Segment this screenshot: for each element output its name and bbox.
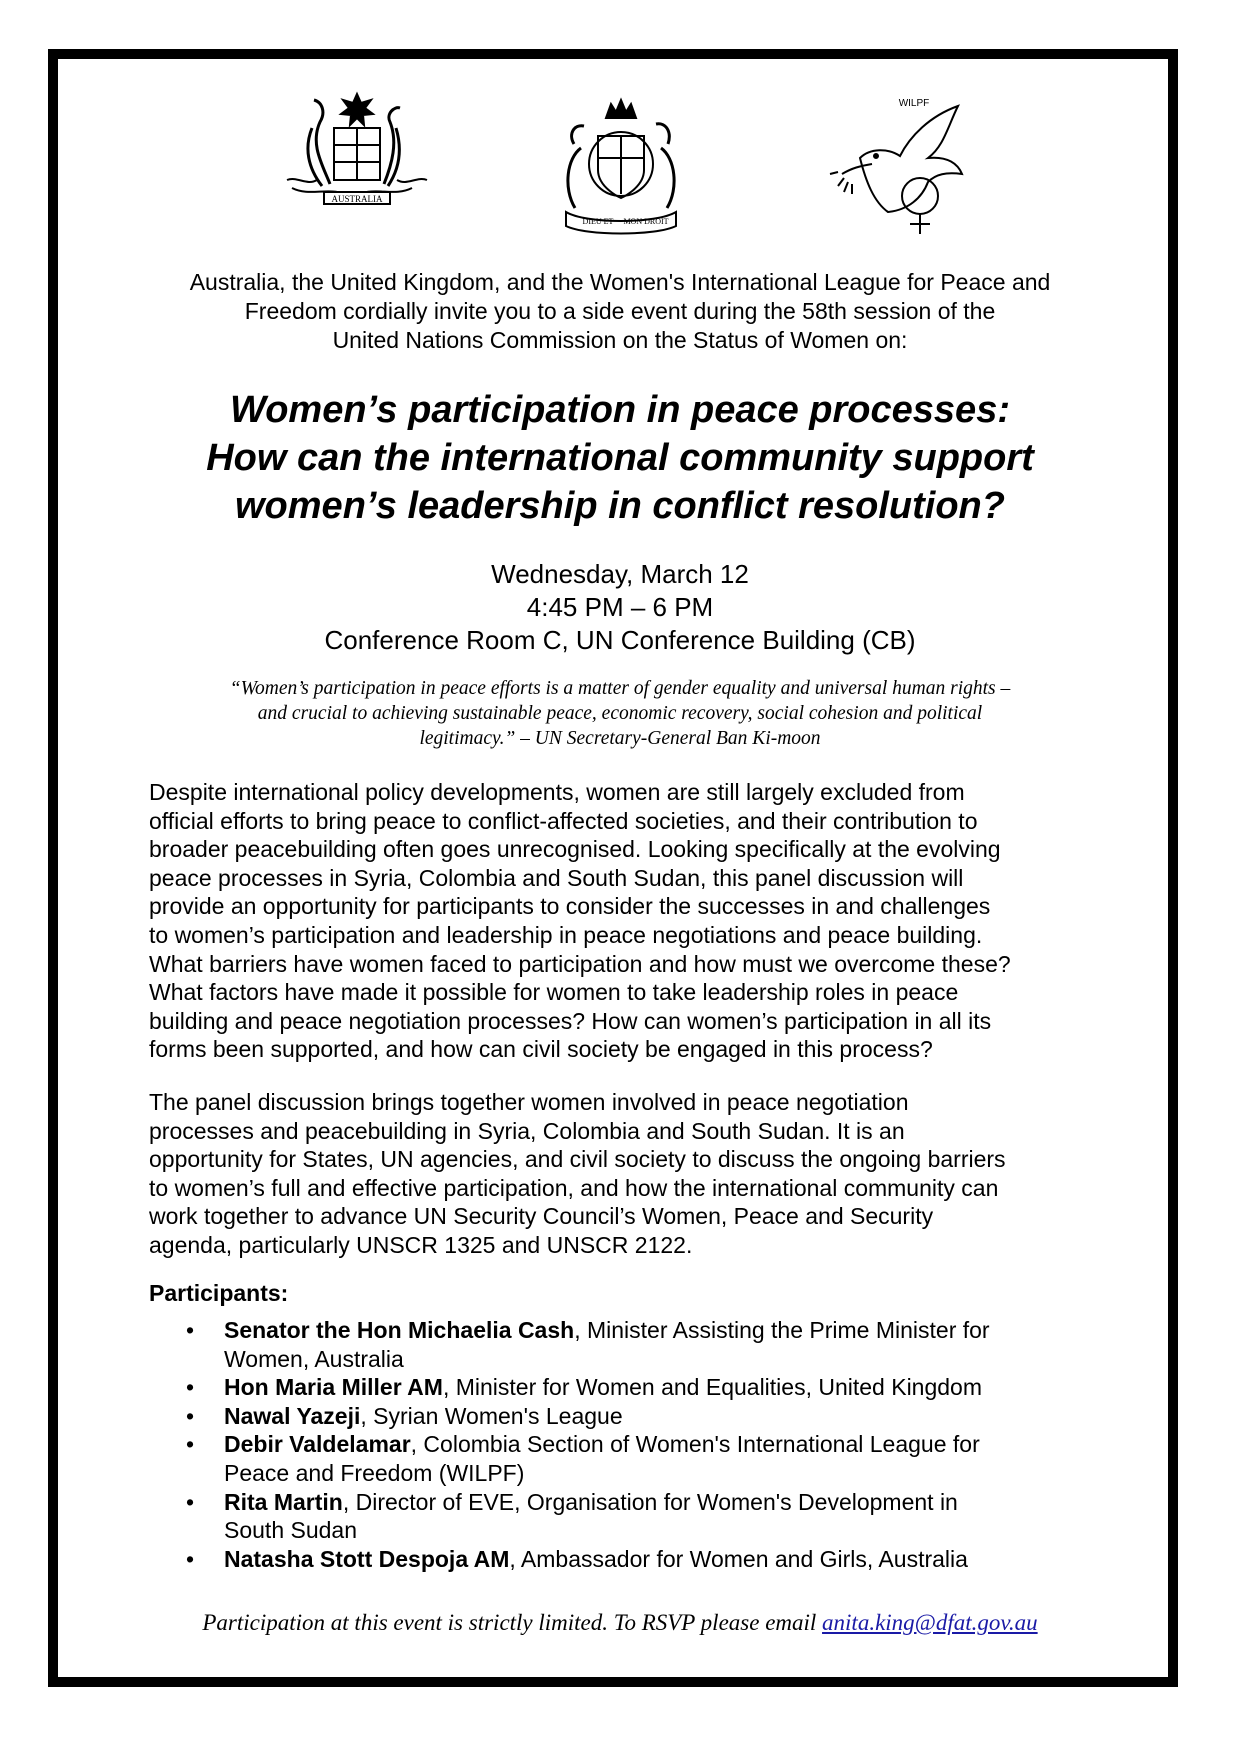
invitation-intro — [140, 268, 1100, 355]
paragraph-line: building and peace negotiation processes? How can women’s participation in all its — [149, 1007, 992, 1034]
rsvp-email-link[interactable]: anita.king@dfat.gov.au — [822, 1610, 1038, 1635]
bullet-icon: • — [186, 1402, 195, 1429]
rsvp-note — [140, 1610, 1100, 1636]
wilpf-dove-logo — [820, 88, 990, 238]
svg-text:DIEU ET: DIEU ET — [582, 217, 614, 226]
participant-role: , Minister for Women and Equalities, United Kingdom — [442, 1374, 983, 1401]
participant-role: , Director of EVE, Organisation for Women's Development in — [342, 1488, 958, 1515]
paragraph-line: Despite international policy developments, women are still largely excluded from — [149, 779, 965, 805]
paragraph-line: forms been supported, and how can civil society be engaged in this process? — [149, 1036, 933, 1063]
paragraph-line: agenda, particularly UNSCR 1325 and UNSCR 2122. — [149, 1231, 693, 1258]
paragraph-line: provide an opportunity for participants to consider the successes in and challenges — [149, 893, 991, 920]
svg-text:WILPF: WILPF — [898, 98, 930, 109]
paragraph-line: to women’s participation and leadership in peace negotiations and peace building. — [149, 921, 983, 948]
title-line: women’s leadership in conflict resolution? — [235, 485, 1005, 527]
uk-royal-coat-of-arms-logo — [536, 88, 706, 238]
intro-line: United Nations Commission on the Status of Women on: — [332, 327, 908, 353]
participant-item — [180, 1402, 1080, 1431]
participant-role-continued: South Sudan — [224, 1517, 358, 1544]
bullet-icon: • — [186, 1488, 195, 1515]
bullet-icon: • — [186, 1374, 195, 1401]
bullet-icon: • — [186, 1317, 195, 1343]
paragraph-line: to women’s full and effective participation, and how the international community can — [149, 1174, 999, 1201]
paragraph-line: broader peacebuilding often goes unrecognised. Looking specifically at the evolving — [149, 836, 1001, 863]
title-line: How can the international community support — [206, 437, 1034, 479]
participant-role: , Minister Assisting the Prime Minister for — [574, 1317, 990, 1343]
participant-item — [180, 1545, 1080, 1574]
intro-line: Freedom cordially invite you to a side event during the 58th session of the — [244, 298, 996, 324]
participant-name: Natasha Stott Despoja AM — [224, 1545, 510, 1572]
bullet-icon: • — [186, 1545, 195, 1572]
bullet-icon: • — [186, 1431, 195, 1458]
uk-royal-coat-of-arms-icon — [536, 88, 706, 238]
quote-line: legitimacy.” – UN Secretary-General Ban Ki-moon — [419, 728, 821, 749]
quote-line: “Women’s participation in peace efforts is a matter of gender equality and universal human rights – — [229, 678, 1011, 699]
participants-heading: Participants: — [149, 1280, 289, 1306]
paragraph-line: peace processes in Syria, Colombia and South Sudan, this panel discussion will — [149, 864, 964, 891]
participant-role: , Colombia Section of Women's International League for — [410, 1431, 980, 1458]
paragraph-line: processes and peacebuilding in Syria, Colombia and South Sudan. It is an — [149, 1117, 905, 1144]
event-time: 4:45 PM – 6 PM — [526, 592, 714, 622]
description-paragraph-2 — [149, 1088, 1099, 1260]
participant-name: Nawal Yazeji — [224, 1402, 361, 1429]
svg-text:MON DROIT: MON DROIT — [623, 217, 669, 226]
secretary-general-quote — [150, 676, 1090, 751]
event-details — [140, 558, 1100, 657]
participant-role: , Ambassador for Women and Girls, Australia — [509, 1545, 968, 1572]
participant-item — [180, 1430, 1080, 1487]
participant-name: Debir Valdelamar — [224, 1431, 411, 1458]
participant-name: Hon Maria Miller AM — [224, 1374, 443, 1401]
participant-role: , Syrian Women's League — [360, 1402, 623, 1429]
paragraph-line: opportunity for States, UN agencies, and civil society to discuss the ongoing barriers — [149, 1146, 1006, 1173]
participants-list — [180, 1316, 1080, 1573]
intro-line: Australia, the United Kingdom, and the Women's International League for Peace and — [189, 269, 1051, 295]
svg-text:AUSTRALIA: AUSTRALIA — [331, 194, 383, 204]
paragraph-line: official efforts to bring peace to conflict-affected societies, and their contribution to — [149, 807, 978, 834]
participant-item — [180, 1488, 1080, 1545]
paragraph-line: The panel discussion brings together women involved in peace negotiation — [149, 1089, 909, 1115]
quote-line: and crucial to achieving sustainable peace, economic recovery, social cohesion and political — [257, 703, 983, 724]
dove-icon — [820, 88, 990, 238]
participant-role-continued: Peace and Freedom (WILPF) — [224, 1459, 525, 1486]
event-location: Conference Room C, UN Conference Building (CB) — [324, 625, 916, 655]
title-line: Women’s participation in peace processes: — [230, 389, 1010, 431]
rsvp-text: Participation at this event is strictly limited. To RSVP please email — [202, 1610, 823, 1635]
participant-item — [180, 1316, 1080, 1373]
australia-coat-of-arms-icon — [272, 88, 442, 238]
event-date: Wednesday, March 12 — [491, 559, 749, 589]
participant-name: Senator the Hon Michaelia Cash — [224, 1317, 575, 1343]
participant-item — [180, 1373, 1080, 1402]
participant-role-continued: Women, Australia — [224, 1345, 404, 1372]
paragraph-line: What barriers have women faced to participation and how must we overcome these? — [149, 950, 1011, 977]
paragraph-line: What factors have made it possible for women to take leadership roles in peace — [149, 979, 959, 1006]
participant-name: Rita Martin — [224, 1488, 343, 1515]
description-paragraph-1 — [149, 778, 1099, 1064]
logo-row — [0, 88, 1239, 238]
paragraph-line: work together to advance UN Security Council’s Women, Peace and Security — [149, 1203, 934, 1230]
event-title — [120, 386, 1120, 530]
australia-coat-of-arms-logo — [272, 88, 442, 238]
